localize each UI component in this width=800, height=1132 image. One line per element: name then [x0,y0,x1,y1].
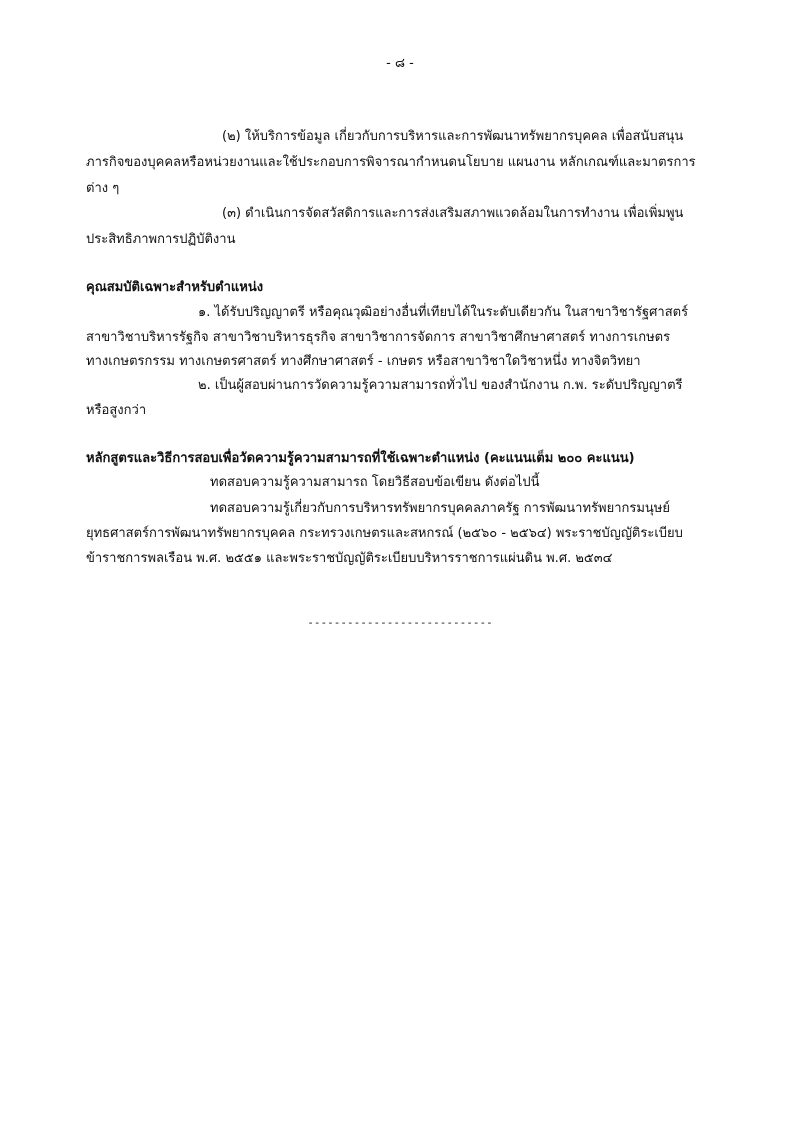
exam-line-4: ข้าราชการพลเรือน พ.ศ. ๒๕๕๑ และพระราชบัญญัติระเบียบบริหารราชการแผ่นดิน พ.ศ. ๒๕๓๔ [86,551,613,566]
qualification-1-line-2: สาขาวิชาบริหารรัฐกิจ สาขาวิชาบริหารธุรกิจ สาขาวิชาการจัดการ สาขาวิชาศึกษาศาสตร์ ทางการเกษตร [86,330,671,345]
qualification-2-line-1: ๒. เป็นผู้สอบผ่านการวัดความรู้ความสามารถทั่วไป ของสำนักงาน ก.พ. ระดับปริญญาตรี [198,378,683,393]
exam-line-1: ทดสอบความรู้ความสามารถ โดยวิธีสอบข้อเขียน ดังต่อไปนี้ [210,475,540,490]
qualification-1-line-3: ทางเกษตรกรรม ทางเกษตรศาสตร์ ทางศึกษาศาสตร์ - เกษตร หรือสาขาวิชาใดวิชาหนึ่ง ทางจิตวิทยา [86,354,641,369]
item-3-line-2: ประสิทธิภาพการปฏิบัติงาน [86,232,236,247]
exam-line-3: ยุทธศาสตร์การพัฒนาทรัพยากรบุคคล กระทรวงเกษตรและสหกรณ์ (๒๕๖๐ - ๒๕๖๔) พระราชบัญญัติระเบียบ [86,526,683,541]
page-number: - ๘ - [386,56,414,71]
qualification-1-line-1: ๑. ได้รับปริญญาตรี หรือคุณวุฒิอย่างอื่นที่เทียบได้ในระดับเดียวกัน ในสาขาวิชารัฐศาสตร์ [198,305,689,320]
item-2-line-3: ต่าง ๆ [86,181,120,196]
exam-line-2: ทดสอบความรู้เกี่ยวกับการบริหารทรัพยากรบุคคลภาครัฐ การพัฒนาทรัพยากรมนุษย์ [210,501,670,516]
item-2-line-1: (๒) ให้บริการข้อมูล เกี่ยวกับการบริหารและการพัฒนาทรัพยากรบุคคล เพื่อสนับสนุน [222,129,684,144]
qualifications-heading: คุณสมบัติเฉพาะสำหรับตำแหน่ง [86,280,264,295]
end-separator: ---------------------------- [307,616,493,629]
item-2-line-2: ภารกิจของบุคคลหรือหน่วยงานและใช้ประกอบการพิจารณากำหนดนโยบาย แผนงาน หลักเกณฑ์และมาตรการ [86,155,696,170]
qualification-2-line-2: หรือสูงกว่า [86,403,147,418]
item-3-line-1: (๓) ดำเนินการจัดสวัสดิการและการส่งเสริมสภาพแวดล้อมในการทำงาน เพื่อเพิ่มพูน [222,206,684,221]
exam-heading: หลักสูตรและวิธีการสอบเพื่อวัดความรู้ความสามารถที่ใช้เฉพาะตำแหน่ง (คะแนนเต็ม ๒๐๐ คะแนน) [86,451,635,466]
